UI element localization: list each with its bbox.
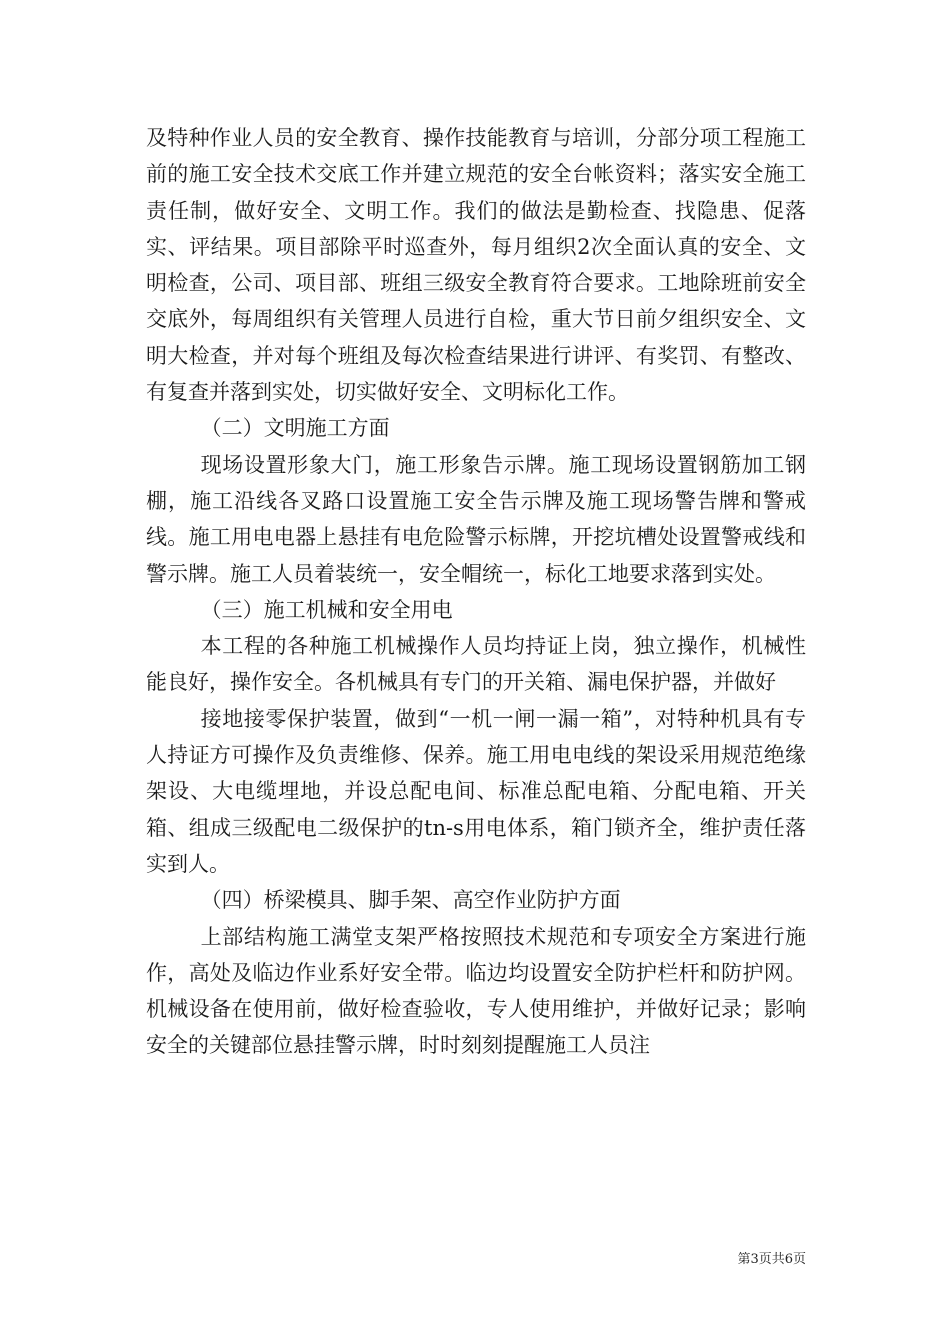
section-heading-civilized-construction: （二）文明施工方面 <box>200 416 390 441</box>
paragraph-machinery: 本工程的各种施工机械操作人员均持证上岗，独立操作，机械性能良好，操作安全。各机械具有专门的开关箱、漏电保护器，并做好 <box>146 634 806 695</box>
paragraph-bridge-scaffold: 上部结构施工满堂支架严格按照技术规范和专项安全方案进行施作，高处及临边作业系好安全带。临边均设置安全防护栏杆和防护网。机械设备在使用前，做好检查验收，专人使用维护，并做好记录；影响安全的关键部位悬挂警示牌，时时刻刻提醒施工人员注 <box>146 924 806 1058</box>
page-number: 第3页共6页 <box>737 1252 806 1267</box>
document-body <box>146 120 806 1064</box>
section-heading-machinery-electricity: （三）施工机械和安全用电 <box>200 597 453 622</box>
paragraph-civilized-construction: 现场设置形象大门，施工形象告示牌。施工现场设置钢筋加工钢棚，施工沿线各叉路口设置施工安全告示牌及施工现场警告牌和警戒线。施工用电电器上悬挂有电危险警示标牌，开挖坑槽处设置警戒线和警示牌。施工人员着装统一，安全帽统一，标化工地要求落到实处。 <box>146 452 806 586</box>
paragraph-continuation: 及特种作业人员的安全教育、操作技能教育与培训，分部分项工程施工前的施工安全技术交底工作并建立规范的安全台帐资料；落实安全施工责任制，做好安全、文明工作。我们的做法是勤检查、找隐患、促落实、评结果。项目部除平时巡查外，每月组织2次全面认真的安全、文明检查，公司、项目部、班组三级安全教育符合要求。工地除班前安全交底外，每周组织有关管理人员进行自检，重大节日前夕组织安全、文明大检查，并对每个班组及每次检查结果进行讲评、有奖罚、有整改、有复查并落到实处，切实做好安全、文明标化工作。 <box>146 126 806 405</box>
paragraph-grounding: 接地接零保护装置，做到“一机一闸一漏一箱”，对特种机具有专人持证方可操作及负责维修、保养。施工用电电线的架设采用规范绝缘架设、大电缆埋地，并设总配电间、标准总配电箱、分配电箱、开关箱、组成三级配电二级保护的tn-s用电体系，箱门锁齐全，维护责任落实到人。 <box>146 706 806 876</box>
section-heading-bridge-scaffold: （四）桥梁模具、脚手架、高空作业防护方面 <box>200 888 621 913</box>
